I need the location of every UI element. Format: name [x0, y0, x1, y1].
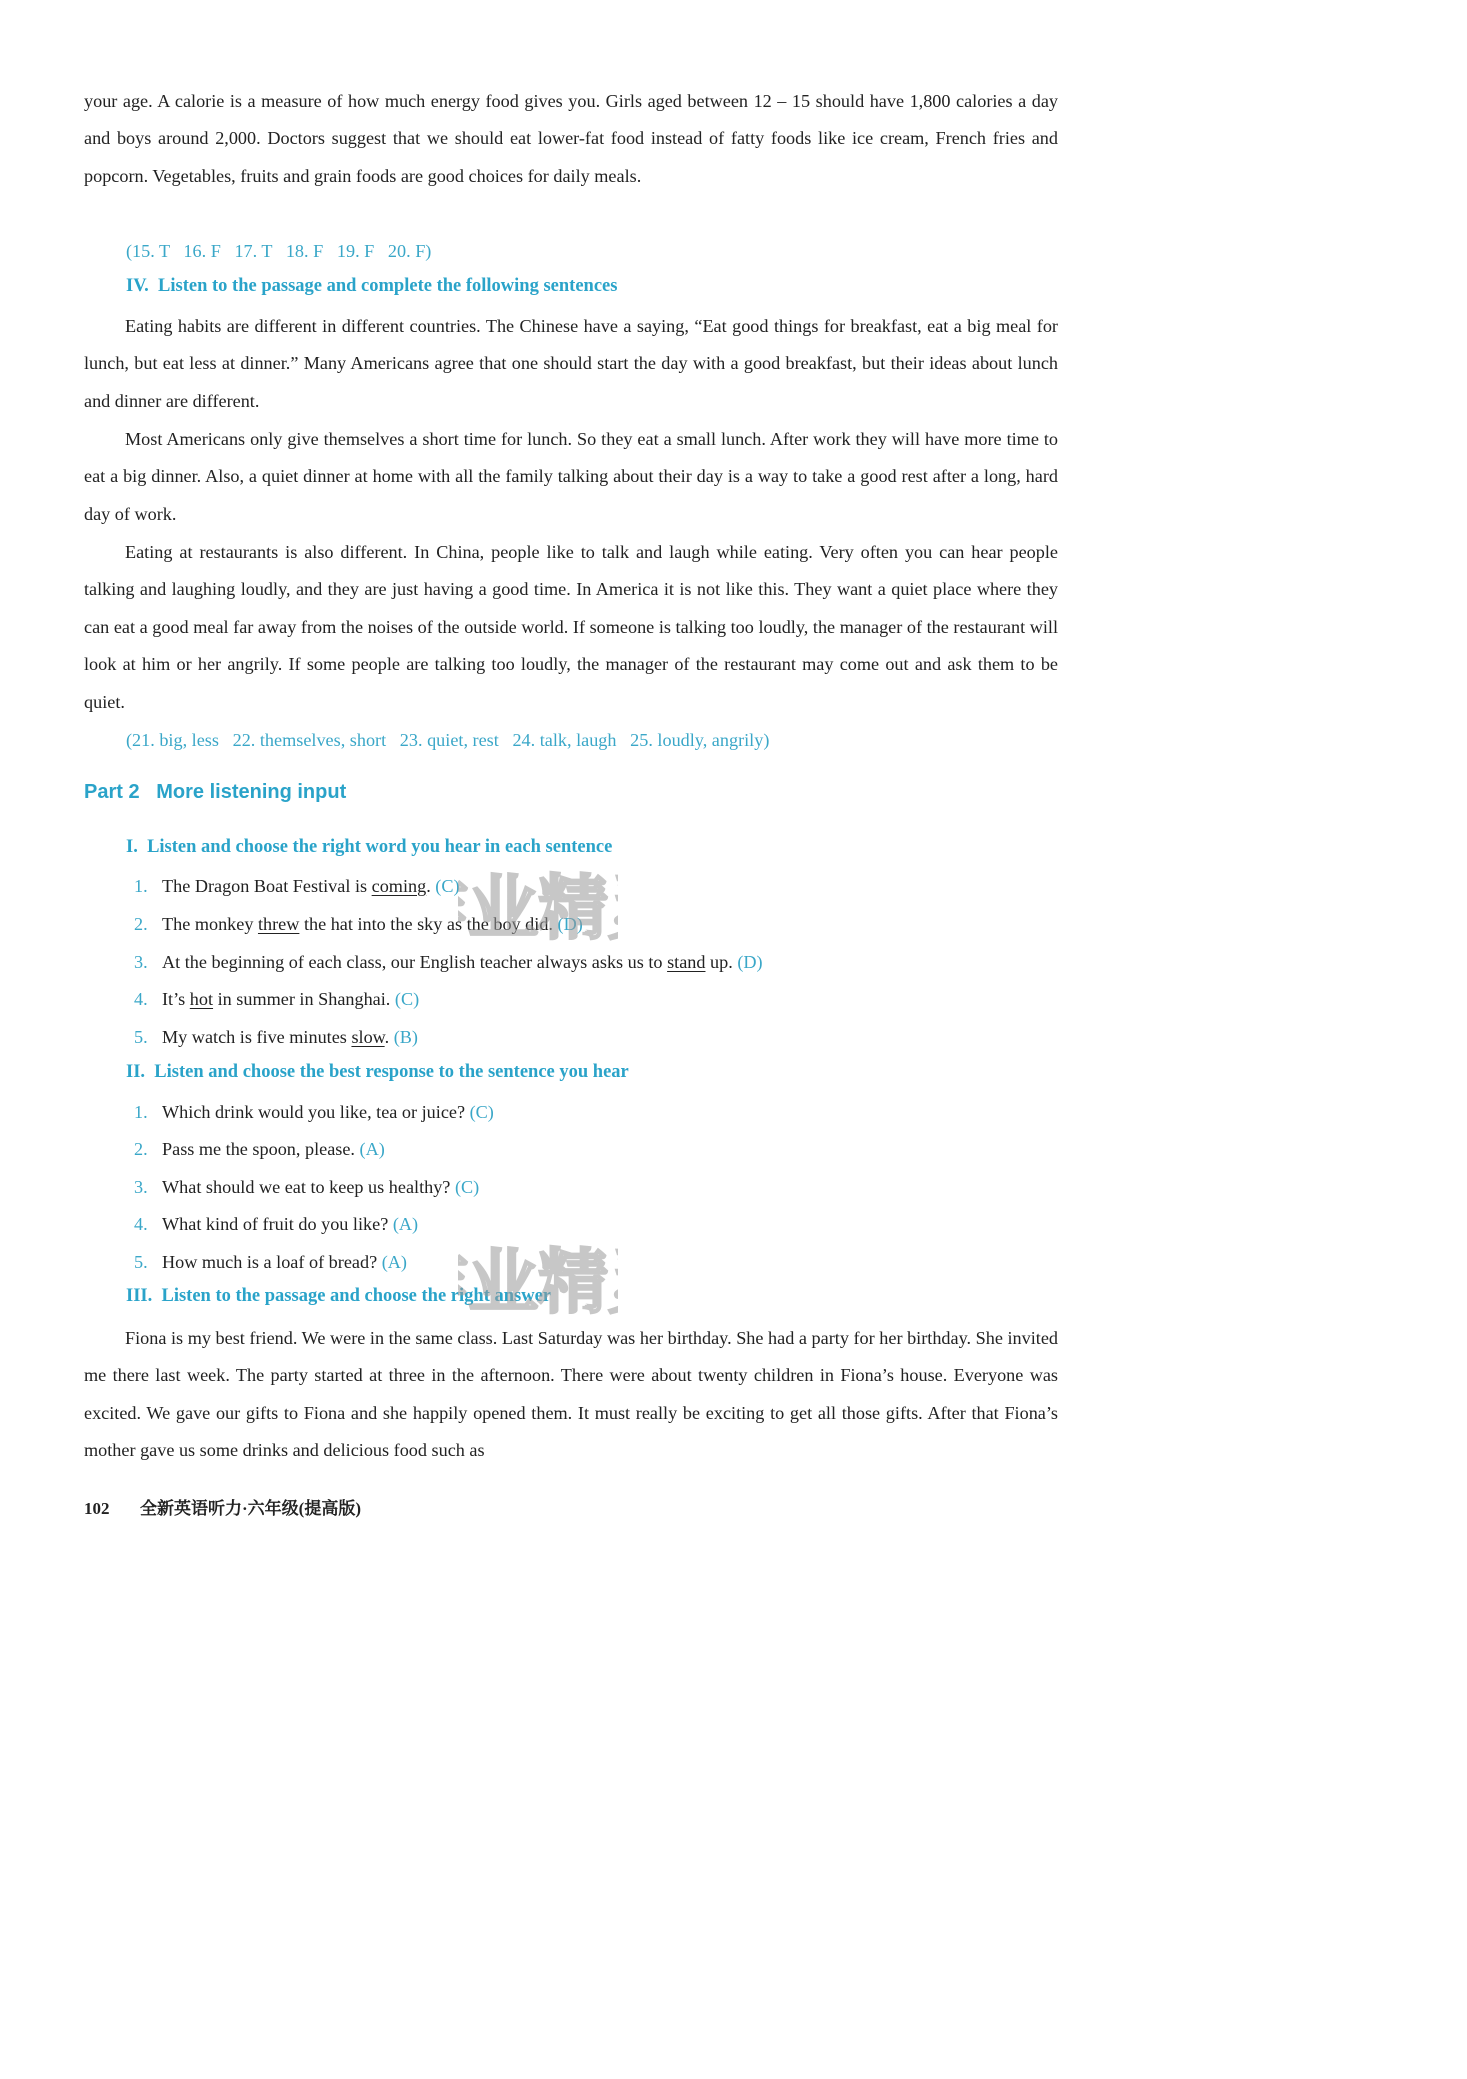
item-answer: (D) — [557, 914, 583, 934]
section-iv-heading: IV. Listen to the passage and complete the following sentences — [126, 276, 618, 296]
item-number: 4. — [134, 989, 148, 1009]
list-item — [134, 911, 583, 937]
part2-section-ii-heading: II. Listen and choose the best response to the sentence you hear — [126, 1062, 629, 1082]
item-answer: (D) — [737, 952, 763, 972]
section-iv-paragraph-2: Most Americans only give themselves a short time for lunch. So they eat a small lunch. After work they will have more time to eat a big dinner. Also, a quiet dinner at home with all the family talking about their day is a way to take a good rest after a long, hard day of work. — [84, 429, 1058, 524]
page-number: 102 — [84, 1499, 110, 1518]
item-text: in summer in Shanghai. — [213, 989, 391, 1009]
answer-key-21-25: (21. big, less 22. themselves, short 23. quiet, rest 24. talk, laugh 25. loudly, angrily) — [126, 730, 770, 750]
list-item — [134, 1174, 479, 1200]
part-2-title: Part 2 More listening input — [84, 781, 347, 803]
item-number: 2. — [134, 914, 148, 934]
item-text: What kind of fruit do you like? — [162, 1214, 389, 1234]
list-item — [134, 986, 419, 1012]
answer-key-15-20: (15. T 16. F 17. T 18. F 19. F 20. F) — [126, 241, 432, 261]
item-text: The monkey — [162, 914, 258, 934]
item-text: What should we eat to keep us healthy? — [162, 1177, 451, 1197]
item-answer: (C) — [454, 1177, 480, 1197]
list-item — [134, 1136, 385, 1162]
part2-section-iii-paragraph: Fiona is my best friend. We were in the same class. Last Saturday was her birthday. She had a party for her birthday. She invited me there last week. The party started at three in the afternoon. There were about twenty children in Fiona’s house. Everyone was excited. We gave our gifts to Fiona and she happily opened them. It must really be exciting to get all those gifts. After that Fiona’s mother gave us some drinks and delicious food such as — [84, 1328, 1058, 1461]
item-answer: (C) — [469, 1102, 494, 1122]
underlined-word: threw — [257, 914, 300, 934]
item-number: 3. — [134, 952, 148, 972]
watermark-text: 业精 — [467, 867, 608, 949]
item-text: . — [384, 1027, 390, 1047]
underlined-word: slow — [351, 1027, 385, 1047]
book-title: 全新英语听力·六年级(提高版) — [140, 1499, 361, 1518]
section-iv-paragraph-1: Eating habits are different in different countries. The Chinese have a saying, “Eat good things for breakfast, eat a big meal for lunch, but eat less at dinner.” Many Americans agree that one should start the day with a good breakfast, but their ideas about lunch and dinner are different. — [84, 316, 1058, 411]
item-answer: (C) — [394, 989, 420, 1009]
item-text: The Dragon Boat Festival is — [162, 876, 372, 896]
item-text: At the beginning of each class, our English teacher always asks us to — [162, 952, 668, 972]
item-text: It’s — [162, 989, 190, 1009]
underlined-word: stand — [667, 952, 706, 972]
list-item — [134, 873, 460, 899]
item-text: up. — [705, 952, 733, 972]
item-answer: (A) — [392, 1214, 419, 1234]
item-text: My watch is five minutes — [162, 1027, 352, 1047]
part2-section-iii-heading: III. Listen to the passage and choose the right answer — [126, 1286, 552, 1306]
passage-end-paragraph: your age. A calorie is a measure of how much energy food gives you. Girls aged between 12 – 15 should have 1,800 calories a day and boys around 2,000. Doctors suggest that we should eat lower-fat food instead of fatty foods like ice cream, French fries and popcorn. Vegetables, fruits and grain foods are good choices for daily meals. — [84, 91, 1058, 186]
item-number: 3. — [134, 1177, 148, 1197]
list-item — [134, 1211, 418, 1237]
item-answer: (C) — [435, 876, 460, 896]
item-text: Pass me the spoon, please. — [162, 1139, 355, 1159]
item-number: 2. — [134, 1139, 148, 1159]
item-answer: (B) — [393, 1027, 418, 1047]
item-number: 4. — [134, 1214, 148, 1234]
part2-section-i-heading: I. Listen and choose the right word you hear in each sentence — [126, 837, 613, 857]
item-number: 5. — [134, 1252, 148, 1272]
item-answer: (A) — [381, 1252, 407, 1272]
list-item — [134, 1249, 407, 1275]
list-item — [134, 949, 763, 975]
page-footer — [84, 1494, 361, 1519]
underlined-word: coming — [371, 876, 427, 896]
section-iv-paragraph-3: Eating at restaurants is also different. In China, people like to talk and laugh while eating. Very often you can hear people talking and laughing loudly, and they are just having a good time. In America it is not like this. They want a quiet place where they can eat a good meal far away from the noises of the outside world. If someone is talking too loudly, the manager of the restaurant will look at him or her angrily. If some people are talking too loudly, the manager of the restaurant may come out and ask them to be quiet. — [84, 542, 1058, 712]
underlined-word: hot — [189, 989, 214, 1009]
item-text: the hat into the sky as the boy did. — [299, 914, 553, 934]
list-item — [134, 1024, 418, 1050]
item-text: . — [426, 876, 431, 896]
item-answer: (A) — [359, 1139, 385, 1159]
item-number: 1. — [134, 876, 148, 896]
watermark-text: 业精 — [467, 1241, 608, 1323]
item-text: How much is a loaf of bread? — [162, 1252, 378, 1272]
item-number: 1. — [134, 1102, 148, 1122]
list-item — [134, 1099, 494, 1125]
item-text: Which drink would you like, tea or juice? — [162, 1102, 466, 1122]
item-number: 5. — [134, 1027, 148, 1047]
